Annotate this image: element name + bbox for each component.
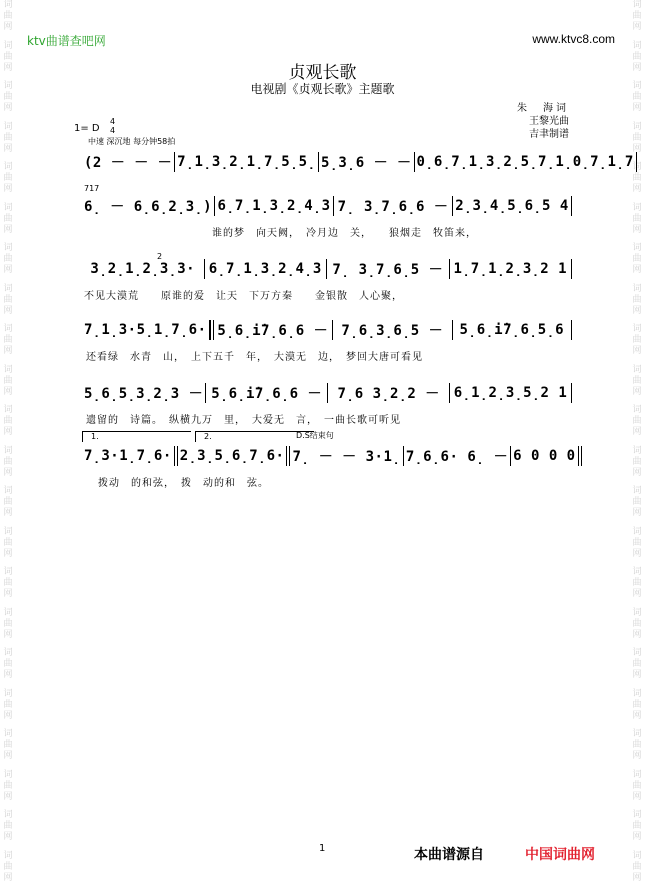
watermark-char: 网 <box>3 224 13 235</box>
watermark-char: 网 <box>632 629 642 640</box>
ds-marking: D.S结束句 <box>296 431 334 440</box>
watermark-char: 曲 <box>632 375 642 386</box>
measure: (2 － － － <box>82 152 175 172</box>
watermark-char: 网 <box>632 710 642 721</box>
watermark-char: 词 <box>3 243 13 253</box>
measure: 7̣1̣3̣2̣1̣7̣5̣5̣ <box>175 152 319 172</box>
watermark-char: 网 <box>3 710 13 721</box>
watermark-char: 曲 <box>3 578 13 588</box>
watermark-char: 网 <box>3 22 13 32</box>
watermark-char: 词 <box>3 40 13 51</box>
watermark-char: 网 <box>632 872 642 883</box>
watermark-char: 网 <box>632 305 642 316</box>
watermark-char: 曲 <box>3 740 13 750</box>
watermark-char: 曲 <box>3 821 13 831</box>
watermark-char: 词 <box>632 688 642 699</box>
watermark-char: 曲 <box>3 780 13 791</box>
watermark-char: 曲 <box>632 740 642 750</box>
watermark-char: 网 <box>3 346 13 356</box>
watermark-char: 网 <box>3 751 13 761</box>
watermark-char: 网 <box>3 265 13 275</box>
watermark-char: 词 <box>3 202 13 213</box>
watermark-char: 曲 <box>632 537 642 548</box>
tempo-marking: 中速 深沉地 每分钟58拍 <box>88 137 176 146</box>
measure: 5̣6̣i̇7̣6̣6 － <box>206 383 328 403</box>
measure: 2̣3̣4̣5̣6̣5 4 <box>453 196 572 216</box>
watermark-char: 词 <box>3 324 13 334</box>
lyric-line: 不见大漠荒 原谁的爱 让天 下万方秦 金银散 人心聚， <box>84 291 403 302</box>
watermark-char: 网 <box>632 670 642 680</box>
watermark-char: 网 <box>3 467 13 478</box>
watermark-char: 词 <box>3 364 13 375</box>
watermark-char: 网 <box>632 832 642 842</box>
watermark-char: 词 <box>3 0 13 10</box>
watermark-char: 词 <box>3 810 13 820</box>
watermark-char: 网 <box>632 143 642 154</box>
watermark-char: 词 <box>3 283 13 294</box>
score-row <box>82 196 572 216</box>
watermark-char: 网 <box>3 184 13 194</box>
score-row <box>82 152 634 172</box>
watermark-char: 曲 <box>632 618 642 629</box>
watermark-char: 曲 <box>632 254 642 264</box>
score-row <box>82 259 572 279</box>
measure: 7̣ － － 3·1̣ <box>290 446 403 466</box>
watermark-char: 网 <box>3 143 13 154</box>
watermark-char: 曲 <box>632 416 642 426</box>
measure: 6 0 0 0 <box>511 446 582 466</box>
small-notation-717: 717 <box>84 184 100 193</box>
watermark-char: 网 <box>632 346 642 356</box>
page-number: 1 <box>319 843 326 854</box>
footer-source-label: 本曲谱源自 <box>414 847 484 863</box>
song-title: 贞观长歌 <box>288 63 357 83</box>
measure: 7̣ 3̣7̣6̣5 － <box>327 259 450 279</box>
watermark-char: 词 <box>3 445 13 456</box>
watermark-char: 词 <box>3 850 13 861</box>
watermark-char: 词 <box>632 567 642 577</box>
measure: 0̣6̣7̣1̣3̣2̣5̣7̣1̣0̣7̣1̣7 <box>415 152 637 172</box>
score-row <box>82 446 576 466</box>
lyric-line: 还看绿 水青 山， 上下五千 年， 大漠无 边， 梦回大唐可看见 <box>86 352 423 363</box>
watermark-char: 曲 <box>3 11 13 21</box>
watermark-char: 曲 <box>632 659 642 669</box>
side-watermark-right <box>629 0 645 891</box>
credit-composer: 王黎光曲 <box>529 116 569 127</box>
watermark-char: 网 <box>632 508 642 518</box>
measure: 6̣ － 6̣6̣2̣3̣) <box>82 196 215 216</box>
time-signature <box>110 117 115 135</box>
watermark-char: 曲 <box>3 132 13 143</box>
watermark-char: 曲 <box>3 254 13 264</box>
watermark-char: 词 <box>632 607 642 618</box>
watermark-char: 网 <box>632 427 642 437</box>
time-signature-top: 4 <box>110 117 116 126</box>
watermark-char: 网 <box>632 224 642 235</box>
lyric-line: 遗留的 诗篇。 纵横九万 里， 大爱无 言， 一曲长歌可听见 <box>86 415 401 426</box>
site-name-left[interactable]: ktv曲谱查吧网 <box>27 34 106 48</box>
measure: 2̣3̣5̣6̣7̣6· <box>178 446 291 466</box>
watermark-char: 词 <box>3 567 13 577</box>
watermark-char: 网 <box>3 103 13 113</box>
lyric-line: 谁的梦 向天阙， 冷月边 关， 狼烟走 牧笛来， <box>212 228 477 239</box>
measure: 7̣6̣3̣6̣5 － <box>333 320 453 340</box>
measure: 7̣3·1̣7̣6· <box>82 446 178 466</box>
watermark-char: 曲 <box>632 51 642 62</box>
watermark-char: 曲 <box>3 92 13 102</box>
watermark-char: 词 <box>632 769 642 780</box>
watermark-char: 曲 <box>632 173 642 183</box>
measure: 6̣7̣1̣3̣2̣4̣3 <box>205 259 328 279</box>
measure: 3̣2̣1̣2̣3̣3· <box>82 259 205 279</box>
measure: 6̣7̣1̣3̣2̣4̣3 <box>215 196 334 216</box>
watermark-char: 词 <box>632 243 642 253</box>
watermark-char: 网 <box>632 791 642 802</box>
measure: 7̣ 3̣7̣6̣6 － <box>334 196 453 216</box>
watermark-char: 词 <box>632 40 642 51</box>
watermark-char: 曲 <box>632 456 642 467</box>
watermark-char: 曲 <box>632 11 642 21</box>
watermark-char: 词 <box>632 486 642 496</box>
measure: 5̣6̣i̇7̣6̣5̣6 <box>453 320 573 340</box>
credit-lyricist: 朱 海词 <box>517 103 569 114</box>
watermark-char: 曲 <box>3 375 13 386</box>
watermark-char: 词 <box>632 810 642 820</box>
watermark-char: 词 <box>3 607 13 618</box>
watermark-char: 曲 <box>632 821 642 831</box>
watermark-char: 词 <box>632 283 642 294</box>
key-signature: 1= D <box>74 123 100 134</box>
measure: 7̣6̣6· 6̣ － <box>404 446 511 466</box>
watermark-char: 曲 <box>632 861 642 872</box>
measure: 5̣6̣5̣3̣2̣3 － <box>82 383 206 403</box>
side-watermark-left <box>0 0 16 891</box>
watermark-char: 词 <box>632 729 642 739</box>
watermark-char: 曲 <box>3 173 13 183</box>
watermark-char: 词 <box>3 688 13 699</box>
watermark-char: 曲 <box>632 497 642 507</box>
watermark-char: 词 <box>3 486 13 496</box>
watermark-char: 曲 <box>3 213 13 224</box>
watermark-char: 网 <box>632 103 642 113</box>
watermark-char: 曲 <box>632 213 642 224</box>
watermark-char: 网 <box>3 548 13 559</box>
measure: 1̣7̣1̣2̣3̣2 1 <box>450 259 573 279</box>
footer-source-site[interactable]: 中国词曲网 <box>525 847 595 863</box>
watermark-char: 曲 <box>3 51 13 62</box>
watermark-char: 网 <box>632 589 642 599</box>
watermark-char: 曲 <box>3 699 13 710</box>
watermark-char: 网 <box>3 589 13 599</box>
watermark-char: 词 <box>632 445 642 456</box>
score-row <box>82 383 572 403</box>
score-row <box>82 320 572 340</box>
measure: 7̣1̣3·5̣1̣7̣6· <box>82 320 210 340</box>
watermark-char: 曲 <box>3 416 13 426</box>
watermark-char: 词 <box>632 81 642 91</box>
watermark-char: 词 <box>3 81 13 91</box>
measure: 6̣1̣2̣3̣5̣2 1 <box>450 383 572 403</box>
watermark-char: 曲 <box>3 335 13 345</box>
watermark-char: 网 <box>632 265 642 275</box>
watermark-char: 曲 <box>632 780 642 791</box>
watermark-char: 网 <box>632 22 642 32</box>
watermark-char: 曲 <box>3 618 13 629</box>
watermark-char: 曲 <box>3 861 13 872</box>
watermark-char: 词 <box>632 850 642 861</box>
measure: 7̣6 3̣2̣2 － <box>328 383 450 403</box>
grace-note-2: 2 <box>157 252 163 261</box>
watermark-char: 网 <box>632 62 642 73</box>
watermark-char: 网 <box>3 670 13 680</box>
lyric-line: 拨动 的和弦， 拨 动的和 弦。 <box>98 478 269 489</box>
watermark-char: 词 <box>3 729 13 739</box>
watermark-char: 词 <box>632 364 642 375</box>
measure: 5̣6̣i̇7̣6̣6 － <box>210 320 334 340</box>
watermark-char: 网 <box>3 508 13 518</box>
watermark-char: 曲 <box>632 92 642 102</box>
watermark-char: 曲 <box>632 294 642 305</box>
watermark-char: 词 <box>632 648 642 658</box>
watermark-char: 曲 <box>3 537 13 548</box>
watermark-char: 网 <box>3 872 13 883</box>
watermark-char: 网 <box>632 548 642 559</box>
watermark-char: 网 <box>3 832 13 842</box>
watermark-char: 网 <box>3 62 13 73</box>
watermark-char: 网 <box>632 467 642 478</box>
watermark-char: 词 <box>632 324 642 334</box>
watermark-char: 网 <box>632 386 642 397</box>
measure: 5̣3̣6 － － <box>319 152 415 172</box>
watermark-char: 词 <box>632 162 642 172</box>
watermark-char: 曲 <box>632 699 642 710</box>
watermark-char: 曲 <box>3 497 13 507</box>
watermark-char: 词 <box>632 121 642 132</box>
watermark-char: 网 <box>3 629 13 640</box>
watermark-char: 词 <box>3 162 13 172</box>
watermark-char: 网 <box>632 751 642 761</box>
watermark-char: 词 <box>632 202 642 213</box>
watermark-char: 词 <box>3 405 13 415</box>
watermark-char: 曲 <box>632 578 642 588</box>
watermark-char: 曲 <box>632 132 642 143</box>
time-signature-bottom: 4 <box>110 126 116 135</box>
watermark-char: 网 <box>3 305 13 316</box>
watermark-char: 词 <box>3 648 13 658</box>
watermark-char: 词 <box>3 526 13 537</box>
watermark-char: 词 <box>3 121 13 132</box>
watermark-char: 词 <box>632 405 642 415</box>
watermark-char: 网 <box>3 427 13 437</box>
watermark-char: 网 <box>3 791 13 802</box>
watermark-char: 词 <box>3 769 13 780</box>
site-url-right[interactable]: www.ktvc8.com <box>532 32 615 46</box>
watermark-char: 曲 <box>3 294 13 305</box>
volta-second-ending: 2. <box>195 431 314 442</box>
song-subtitle: 电视剧《贞观长歌》主题歌 <box>250 82 395 96</box>
watermark-char: 网 <box>632 184 642 194</box>
watermark-char: 词 <box>632 0 642 10</box>
volta-first-ending: 1. <box>82 431 191 442</box>
watermark-char: 网 <box>3 386 13 397</box>
watermark-char: 曲 <box>3 456 13 467</box>
watermark-char: 词 <box>632 526 642 537</box>
watermark-char: 曲 <box>3 659 13 669</box>
watermark-char: 曲 <box>632 335 642 345</box>
credit-arranger: 吉聿制谱 <box>529 129 569 140</box>
